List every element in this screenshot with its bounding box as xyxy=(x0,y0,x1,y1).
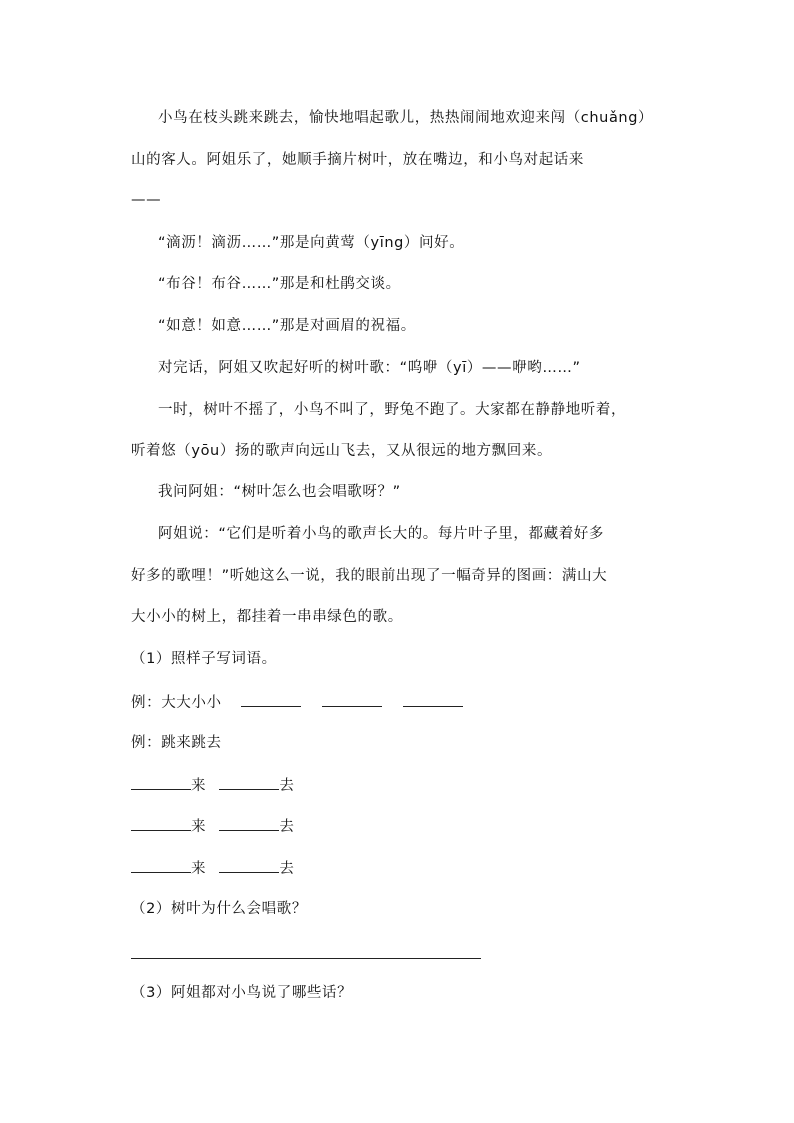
fill-row xyxy=(131,816,294,837)
answer-blank[interactable] xyxy=(403,692,463,707)
qu-char: 去 xyxy=(279,861,295,877)
answer-blank[interactable] xyxy=(131,775,191,790)
example-label: 例：大大小小 xyxy=(131,695,222,711)
answer-blank[interactable] xyxy=(131,858,191,873)
answer-blank[interactable] xyxy=(219,858,279,873)
passage-line: “如意！如意……”那是对画眉的祝福。 xyxy=(158,318,416,334)
question-title: （1）照样子写词语。 xyxy=(131,651,277,667)
passage-line: 听着悠（yōu）扬的歌声向远山飞去，又从很远的地方飘回来。 xyxy=(131,443,553,459)
example-label: 例：跳来跳去 xyxy=(131,735,222,751)
passage-line: 好多的歌哩！”听她这么一说，我的眼前出现了一幅奇异的图画：满山大 xyxy=(131,568,608,584)
lai-char: 来 xyxy=(191,861,207,877)
passage-line: “布谷！布谷……”那是和杜鹃交谈。 xyxy=(158,276,401,292)
passage-line: —— xyxy=(131,192,162,208)
fill-row xyxy=(131,858,294,879)
answer-blank[interactable] xyxy=(219,775,279,790)
answer-blank[interactable] xyxy=(219,816,279,831)
passage-line: 大小小的树上，都挂着一串串绿色的歌。 xyxy=(131,609,403,625)
lai-char: 来 xyxy=(191,778,207,794)
passage-line: 小鸟在枝头跳来跳去，愉快地唱起歌儿，热热闹闹地欢迎来闯（chuǎng） xyxy=(158,110,654,126)
passage-line: 对完话，阿姐又吹起好听的树叶歌：“呜咿（yī）——咿哟……” xyxy=(158,360,581,376)
example-row xyxy=(131,692,463,713)
qu-char: 去 xyxy=(279,778,295,794)
answer-blank[interactable] xyxy=(131,816,191,831)
passage-line: 阿姐说：“它们是听着小鸟的歌声长大的。每片叶子里，都藏着好多 xyxy=(158,526,605,542)
lai-char: 来 xyxy=(191,819,207,835)
passage-line: 山的客人。阿姐乐了，她顺手摘片树叶，放在嘴边，和小鸟对起话来 xyxy=(131,152,584,168)
question-title: （3）阿姐都对小鸟说了哪些话？ xyxy=(131,985,353,1001)
question-title: （2）树叶为什么会唱歌？ xyxy=(131,901,307,917)
answer-blank[interactable] xyxy=(322,692,382,707)
answer-blank[interactable] xyxy=(241,692,301,707)
passage-line: “滴沥！滴沥……”那是向黄莺（yīng）问好。 xyxy=(158,235,465,251)
qu-char: 去 xyxy=(279,819,295,835)
passage-line: 一时，树叶不摇了，小鸟不叫了，野兔不跑了。大家都在静静地听着， xyxy=(158,402,627,418)
fill-row xyxy=(131,775,294,796)
passage-line: 我问阿姐：“树叶怎么也会唱歌呀？” xyxy=(158,484,401,500)
answer-line[interactable] xyxy=(131,958,481,959)
